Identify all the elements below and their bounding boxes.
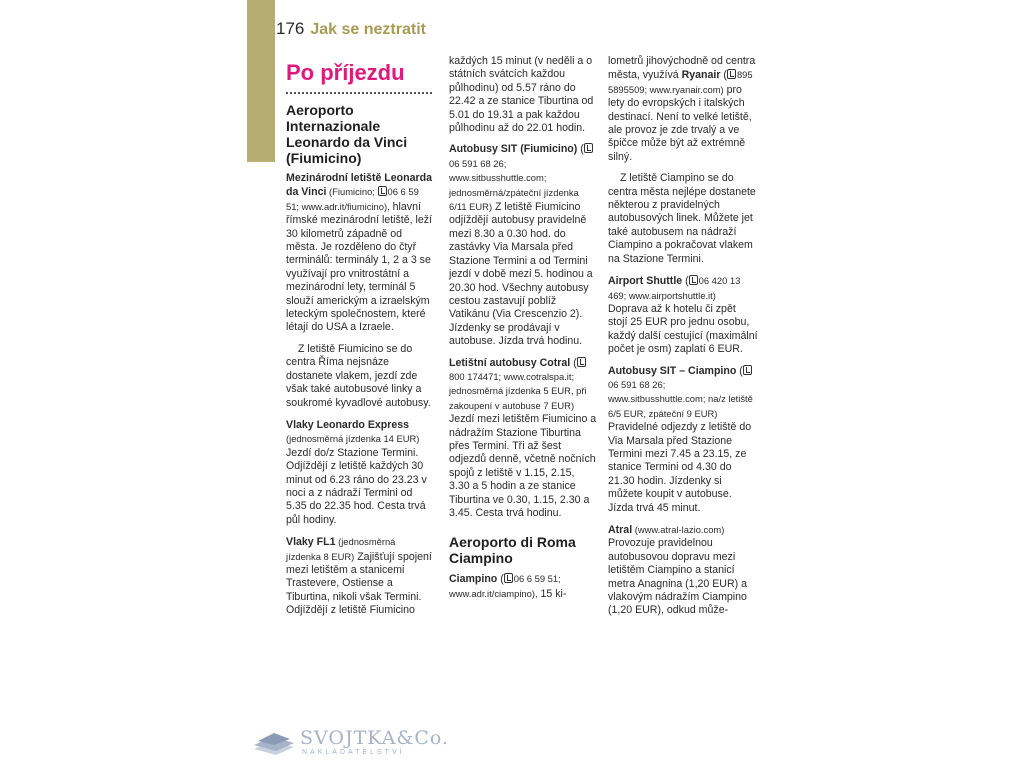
cotral-bold: Letištní autobusy Cotral <box>449 356 571 369</box>
atral-meta: (www.atral-lazio.com) <box>632 524 725 535</box>
atral-bus <box>608 523 758 618</box>
column-2 <box>449 55 597 609</box>
cotral-phone: 800 174471; www.cotralspa.it; jednosměrná jízdenka 5 EUR, při zakoupení v autobuse 7 EUR) <box>449 370 587 411</box>
intro-bold: Mezinárodní letiště Leonarda da Vinci <box>286 172 432 199</box>
phone-icon <box>577 357 586 367</box>
fl1-meta: (jednosměrná jízdenka 8 EUR) <box>286 536 396 562</box>
ciampino-intro: Ciampino ( 06 6 59 51; www.adr.it/ciampino), 15 ki- <box>449 573 567 600</box>
ryanair-phone: 895 5895509; www.ryanair.com) <box>608 69 753 95</box>
atral-text: Provozuje pravidelnou autobusovou dopravu mezi letištěm Ciampino a stanicí metra Anagnina (1,20 EUR) a vlakovým nádražím Ciampino (1,20 EUR), odkud může- <box>608 537 747 617</box>
cont1: lometrů jihovýchodně od centra města, využívá <box>608 55 756 82</box>
shuttle-phone: 06 420 13 469; www.airportshuttle.it) <box>608 275 741 301</box>
ciampino-text: 15 ki- <box>537 587 567 600</box>
cotral-bus: Letištní autobusy Cotral (800 174471; www.cotralspa.it; jednosměrná jízdenka 5 EUR, při zakoupení v autobuse 7 EUR) Jezdí mezi letištěm Fiumicino a nádražím Stazione Tiburtina přes Termini. Tři až šest odjezdů denně, včetně nočních spojů z letiště v 1.15, 2.15, 3.30 a 5 hodin a ze stanice Tiburtina ve 0.30, 1.15, 2.30 a 3.45. Cesta trvá hodinu. <box>449 356 597 519</box>
logo-name: SVOJTKA&Co. <box>300 727 450 749</box>
page-number: 176 <box>276 19 305 38</box>
shuttle-bold: Airport Shuttle <box>608 275 683 288</box>
atral-bold: Atral <box>608 524 633 536</box>
chapter-tab <box>247 0 275 162</box>
fl1-bold: Vlaky FL1 <box>286 536 336 549</box>
col2-continuation: každých 15 minut (v neděli a o státních svátcích každou půlhodinu) od 5.57 ráno do 22.42 a ze stanice Tiburtina od 5.01 do 19.31 a pak každou půlhodinu až do 22.01 hodin. <box>449 55 594 135</box>
intro-meta: (Fiumicino; <box>326 186 378 198</box>
publisher-logo <box>252 727 450 759</box>
phone-icon <box>743 365 752 375</box>
airport-shuttle: Airport Shuttle ( 06 420 13 469; www.airportshuttle.it) Doprava až k hotelu či zpět stojí 25 EUR pro jednu osobu, každý další cestující (maximální počet je osm) zaplatí 6 EUR. <box>608 275 758 356</box>
chapter-title: Jak se neztratit <box>310 21 426 38</box>
sitc-phone: 06 591 68 26; www.sitbusshuttle.com; na/z letiště 6/5 EUR, zpáteční 9 EUR) <box>608 378 753 419</box>
col3-continuation: lometrů jihovýchodně od centra města, využívá Ryanair ( 895 5895509; www.ryanair.com) pro lety do evropských i italských destinací. Není to velké letiště, ale provoz je zde trvalý a ve špičce může být až extrémně silný. <box>608 55 756 163</box>
fl1-train <box>286 535 432 617</box>
logo-subtitle: NAKLADATELSTVÍ <box>302 749 405 756</box>
phone-icon <box>727 69 736 79</box>
page-header <box>276 19 426 43</box>
express-text: Jezdí do/z Stazione Termini. Odjíždějí z letiště každých 30 minut od 6.23 ráno do 23.23 v noci a z nádraží Termini od 5.35 do 22.35 hod. Cesta trvá půl hodiny. <box>286 446 427 526</box>
sit-phone: 06 591 68 26; www.sitbusshuttle.com; jednosměrná/zpáteční jízdenka 6/11 EUR) <box>449 157 579 213</box>
cotral-text: Jezdí mezi letištěm Fiumicino a nádražím Stazione Tiburtina přes Termini. Tři až šest odjezdů denně, včetně nočních spojů z letiště v 1.15, 2.15, 3.30 a 5 hodin a ze stanice Tiburtina ve 0.30, 1.15, 2.30 a 3.45. Cesta trvá hodinu. <box>449 413 597 519</box>
ciampino-phone: 06 6 59 51; www.adr.it/ciampino), <box>449 573 561 599</box>
phone-icon <box>378 186 387 196</box>
book-logo-icon <box>252 729 296 757</box>
ciampino-title: Aeroporto di Roma Ciampino <box>449 534 576 567</box>
column-1 <box>286 60 432 626</box>
section-title: Po příjezdu <box>286 60 405 85</box>
phone-icon <box>689 275 698 285</box>
express-meta: (jednosměrná jízdenka 14 EUR) <box>286 433 420 445</box>
express-bold: Vlaky Leonardo Express <box>286 418 410 431</box>
fiumicino-para2: Z letiště Fiumicino se do centra Říma nejsnáze dostanete vlakem, jezdí zde však také autobusové linky a soukromé kyvadlové autobusy. <box>286 342 431 409</box>
ciampino-bold: Ciampino <box>449 573 498 586</box>
sitc-text: Pravidelné odjezdy z letiště do Via Marsala před Stazione Termini mezi 7.45 a 23.15, ze stanice Termini od 4.30 do 21.30 hodin. Jízdenky si můžete koupit v autobuse. Jízda trvá 45 minut. <box>608 421 752 514</box>
sit-bold: Autobusy SIT (Fiumicino) <box>449 143 578 156</box>
phone-icon <box>504 573 513 583</box>
leonardo-express <box>286 418 432 527</box>
dotted-divider <box>286 92 432 94</box>
sit-fiumicino: Autobusy SIT (Fiumicino) (06 591 68 26; www.sitbusshuttle.com; jednosměrná/zpáteční jízdenka 6/11 EUR) Z letiště Fiumicino odjíždějí autobusy pravidelně mezi 8.30 a 0.30 hod. do zastávky Via Marsala před Stazione Termini a od Termini jezdí v době mezi 5. hodinou a 20.30 hod. Všechny autobusy cestou zastavují poblíž Vatikánu (Via Crescenzio 2). Jízdenky se prodávají v autobuse. Jízda trvá hodinu. <box>449 143 593 348</box>
phone-icon <box>584 143 593 153</box>
sitc-bold: Autobusy SIT – Ciampino <box>608 364 737 377</box>
sit-ciampino: Autobusy SIT – Ciampino (06 591 68 26; www.sitbusshuttle.com; na/z letiště 6/5 EUR, zpáteční 9 EUR) Pravidelné odjezdy z letiště do Via Marsala před Stazione Termini mezi 7.45 a 23.15, ze stanice Termini od 4.30 do 21.30 hodin. Jízdenky si můžete koupit v autobuse. Jízda trvá 45 minut. <box>608 364 753 514</box>
ciampino-para2: Z letiště Ciampino se do centra města nejlépe dostanete některou z pravidelných autobusových linek. Můžete jet také autobusem na nádraží Ciampino a pokračovat vlakem na Stazione Termini. <box>608 172 756 265</box>
cont2: pro lety do evropských i italských destinací. Není to velké letiště, ale provoz je zde trvalý a ve špičce může být až extrémně silný. <box>608 83 752 163</box>
ryanair-bold: Ryanair <box>681 69 721 82</box>
fiumicino-title: Aeroporto Internazionale Leonardo da Vinci (Fiumicino) <box>286 102 408 166</box>
fiumicino-intro <box>286 172 432 335</box>
intro-text: hlavní římské mezinárodní letiště, leží 30 kilometrů západně od města. Je rozděleno do čtyř terminálů: terminály 1, 2 a 3 se využívají pro vnitrostátní a mezinárodní lety, terminál 5 slouží americkým a izraelským leteckým společnostem, které létají do USA a Izraele. <box>286 200 433 334</box>
shuttle-text: Doprava až k hotelu či zpět stojí 25 EUR pro jednu osobu, každý další cestující (maximální počet je osm) zaplatí 6 EUR. <box>608 302 758 356</box>
fl1-text: Zajišťují spojení mezi letištěm a stanicemi Trastevere, Ostiense a Tiburtina, nikoli však Termini. Odjíždějí z letiště Fiumicino <box>286 550 432 617</box>
column-3 <box>608 55 758 626</box>
sit-text: Z letiště Fiumicino odjíždějí autobusy pravidelně mezi 8.30 a 0.30 hod. do zastávky Via Marsala před Stazione Termini a od Termini jezdí v době mezi 5. hodinou a 20.30 hod. Všechny autobusy cestou zastavují poblíž Vatikánu (Via Crescenzio 2). Jízdenky se prodávají v autobuse. Jízda trvá hodinu. <box>449 201 593 348</box>
intro-phone: 06 6 59 51; www.adr.it/fiumicino), <box>286 186 419 212</box>
